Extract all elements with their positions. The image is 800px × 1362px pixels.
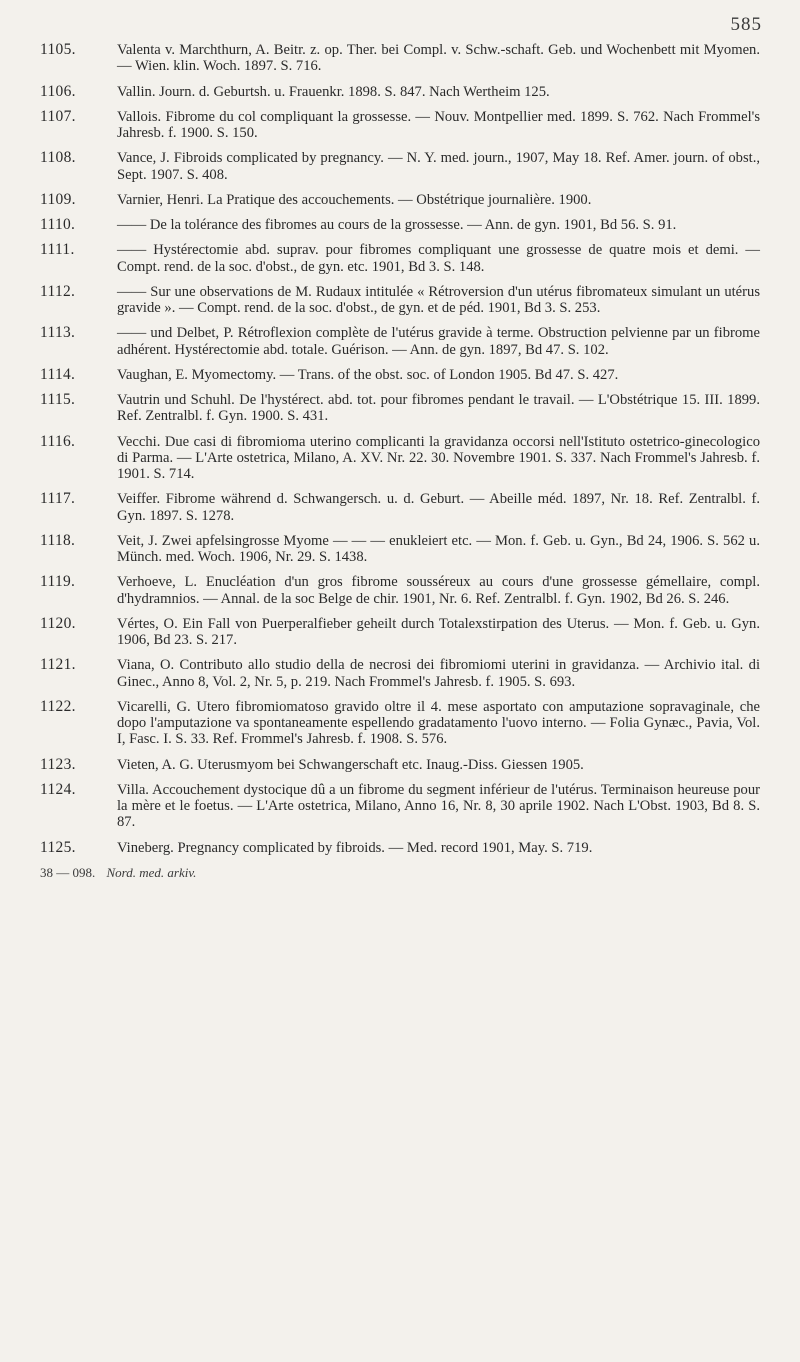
entry-number: 1112. (40, 282, 76, 300)
bibliography-entry (40, 699, 766, 748)
bibliography-entry (40, 192, 766, 208)
entry-number: 1114. (40, 365, 76, 383)
bibliography-entry (40, 84, 766, 100)
entry-number: 1113. (40, 324, 76, 342)
bibliography-entry (40, 284, 766, 316)
entry-number: 1121. (40, 656, 76, 674)
entry-number: 1115. (40, 391, 76, 409)
entry-number: 1122. (40, 697, 76, 715)
bibliography-entry (40, 150, 766, 182)
bibliography-entry (40, 42, 766, 74)
entry-citation: —— De la tolérance des fibromes au cours de la grossesse. — Ann. de gyn. 1901, Bd 56. S. 91. (117, 217, 677, 234)
bibliography-entry (40, 782, 766, 831)
bibliography-entry (40, 367, 766, 383)
entry-number: 1109. (40, 190, 76, 208)
entry-number: 1118. (40, 531, 76, 549)
entry-citation: Villa. Accouchement dystocique dû a un fibrome du segment inférieur de l'utérus. Terminaison heureuse pour la mère et le foetus. — L'Arte ostetrica, Milano, Anno 16, Nr. 8, 30 aprile 1902. Nach L'Obst. 1903, Bd 8. S. 87. (117, 781, 760, 831)
entry-citation: —— Sur une observations de M. Rudaux intitulée « Rétroversion d'un utérus fibromateux simulant un utérus gravide ». — Compt. rend. de la soc. d'obst., de gyn. et de péd. 1901, Bd 3. S. 253. (117, 283, 760, 317)
entry-number: 1119. (40, 573, 76, 591)
entry-number: 1116. (40, 432, 76, 450)
entry-number: 1108. (40, 149, 76, 167)
entry-citation: Vance, J. Fibroids complicated by pregnancy. — N. Y. med. journ., 1907, May 18. Ref. Amer. journ. of obst., Sept. 1907. S. 408. (117, 150, 760, 183)
bibliography-entry (40, 325, 766, 357)
entry-number: 1124. (40, 780, 76, 798)
entry-citation: Vértes, O. Ein Fall von Puerperalfieber geheilt durch Totalexstirpation des Uterus. — Mon. f. Geb. u. Gyn. 1906, Bd 23. S. 217. (117, 615, 760, 649)
entry-citation: Veiffer. Fibrome während d. Schwangersch. u. d. Geburt. — Abeille méd. 1897, Nr. 18. Ref. Zentralbl. f. Gyn. 1897. S. 1278. (117, 491, 760, 524)
footer-journal: Nord. med. arkiv. (106, 864, 197, 880)
bibliography-entry (40, 533, 766, 565)
page-number: 585 (730, 14, 762, 35)
entry-number: 1110. (40, 216, 76, 234)
bibliography-entry (40, 616, 766, 648)
bibliography-entry (40, 574, 766, 606)
entry-citation: Vallois. Fibrome du col compliquant la grossesse. — Nouv. Montpellier med. 1899. S. 762. Nach Frommel's Jahresb. f. 1900. S. 150. (117, 108, 760, 141)
entry-citation: Vicarelli, G. Utero fibromiomatoso gravido oltre il 4. mese asportato con amputazione sopravaginale, che dopo l'amputazione va spontaneamente espellendo gradatamento l'uovo interno. — Folia Gynæc., Pavia, Vol. I, Fasc. I. S. 33. Ref. Frommel's Jahresb. f. 1908. S. 576. (117, 698, 760, 748)
entry-citation: Vallin. Journ. d. Geburtsh. u. Frauenkr. 1898. S. 847. Nach Wertheim 125. (117, 83, 550, 100)
bibliography-entry (40, 217, 766, 233)
entry-number: 1117. (40, 490, 76, 508)
bibliography-entry (40, 392, 766, 424)
entry-number: 1105. (40, 41, 76, 58)
footer-signature: 38 — 098. (40, 864, 96, 880)
bibliography-entry (40, 109, 766, 141)
bibliography-entry (40, 657, 766, 689)
entry-citation: Viana, O. Contributo allo studio della de necrosi dei fibromiomi uterini in gravidanza. — Archivio ital. di Ginec., Anno 8, Vol. 2, Nr. 5, p. 219. Nach Frommel's Jahresb. f. 1905. S. 693. (117, 657, 760, 690)
entry-number: 1120. (40, 614, 76, 632)
entry-citation: Vineberg. Pregnancy complicated by fibroids. — Med. record 1901, May. S. 719. (117, 839, 593, 856)
entry-citation: Vieten, A. G. Uterusmyom bei Schwangerschaft etc. Inaug.-Diss. Giessen 1905. (117, 756, 584, 773)
page-footer (40, 865, 766, 881)
entry-citation: Varnier, Henri. La Pratique des accouchements. — Obstétrique journalière. 1900. (117, 191, 592, 208)
entry-citation: Valenta v. Marchthurn, A. Beitr. z. op. Ther. bei Compl. v. Schw.-schaft. Geb. und Wochenbett mit Myomen. — Wien. klin. Woch. 1897. S. 716. (117, 42, 760, 75)
bibliography-entry (40, 242, 766, 274)
entry-citation: Vecchi. Due casi di fibromioma uterino complicanti la gravidanza occorsi nell'Istituto ostetrico-ginecologico di Parma. — L'Arte ostetrica, Milano, A. XV. Nr. 22. 30. Novembre 1901. S. 337. Nach Frommel's Jahresb. f. 1901. S. 714. (117, 433, 760, 483)
entry-number: 1125. (40, 838, 76, 856)
entry-number: 1107. (40, 107, 76, 125)
entry-number: 1106. (40, 82, 76, 100)
entry-citation: Vautrin und Schuhl. De l'hystérect. abd. tot. pour fibromes pendant le travail. — L'Obstétrique 15. III. 1899. Ref. Zentralbl. f. Gyn. 1900. S. 431. (117, 392, 760, 425)
bibliography-entry (40, 757, 766, 773)
entry-number: 1111. (40, 241, 75, 259)
entry-citation: Veit, J. Zwei apfelsingrosse Myome — — — enukleiert etc. — Mon. f. Geb. u. Gyn., Bd 24, 1906. S. 562 u. Münch. med. Woch. 1906, Nr. 29. S. 1438. (117, 532, 760, 566)
entry-number: 1123. (40, 755, 76, 773)
entry-citation: —— Hystérectomie abd. suprav. pour fibromes compliquant une grossesse de quatre mois et demi. — Compt. rend. de la soc. d'obst., de gyn. etc. 1901, Bd 3. S. 148. (117, 242, 760, 275)
bibliography-entry (40, 491, 766, 523)
entry-citation: Vaughan, E. Myomectomy. — Trans. of the obst. soc. of London 1905. Bd 47. S. 427. (117, 366, 619, 383)
bibliography-entry (40, 434, 766, 483)
entry-citation: Verhoeve, L. Enucléation d'un gros fibrome sousséreux au cours d'une grossesse gémellaire, compl. d'hydramnios. — Annal. de la soc Belge de chir. 1901, Nr. 6. Ref. Zentralbl. f. Gyn. 1902, Bd 26. S. 246. (117, 574, 760, 607)
entry-citation: —— und Delbet, P. Rétroflexion complète de l'utérus gravide à terme. Obstruction pelvienne par un fibrome adhérent. Hystérectomie abd. totale. Guérison. — Ann. de gyn. 1897, Bd 47. S. 102. (117, 325, 760, 358)
bibliography-entry (40, 840, 766, 856)
bibliography-list (40, 42, 766, 856)
